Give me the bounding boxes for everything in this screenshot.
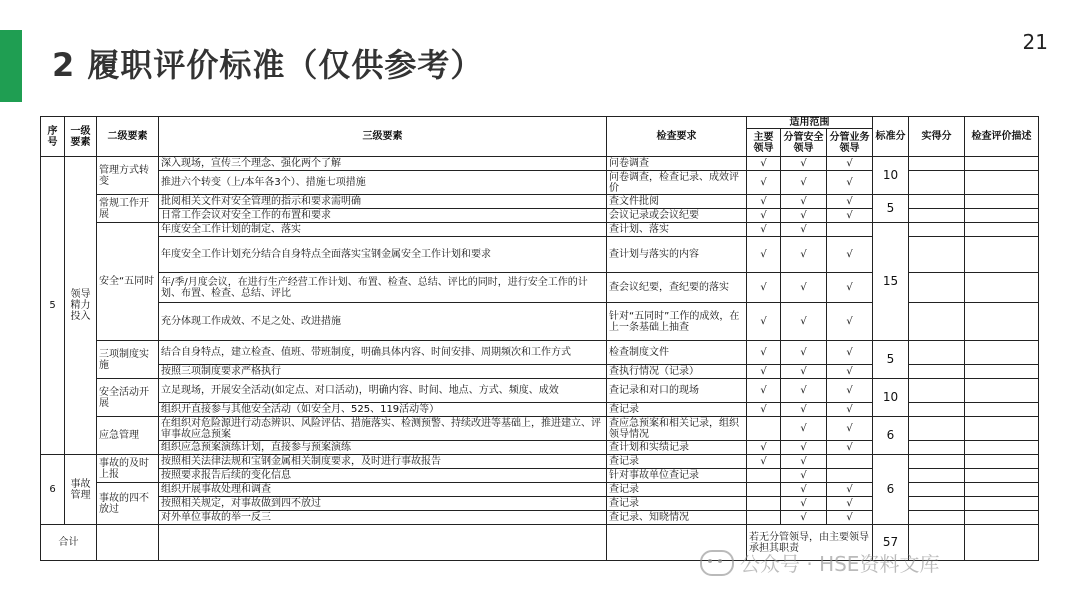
scope-business-cell: √ bbox=[827, 379, 873, 403]
level3-cell: 结合自身特点，建立检查、值班、带班制度，明确具体内容、时间安排、周期频次和工作方式 bbox=[159, 341, 607, 365]
scope-main-cell: √ bbox=[747, 455, 781, 469]
check-cell: 查文件批阅 bbox=[607, 195, 747, 209]
header-scope: 适用范围 bbox=[747, 117, 873, 129]
header-scope-business: 分管业务领导 bbox=[827, 129, 873, 157]
level2-cell: 三项制度实施 bbox=[97, 341, 159, 379]
page-title: 2 履职评价标准（仅供参考） bbox=[52, 46, 484, 84]
scope-safety-cell: √ bbox=[781, 365, 827, 379]
standard-score-cell: 6 bbox=[873, 455, 909, 525]
scope-business-cell: √ bbox=[827, 209, 873, 223]
watermark bbox=[700, 548, 939, 577]
actual-score-cell bbox=[909, 209, 965, 223]
scope-safety-cell: √ bbox=[781, 469, 827, 483]
scope-main-cell: √ bbox=[747, 157, 781, 171]
actual-score-cell bbox=[909, 455, 965, 469]
header-level2: 二级要素 bbox=[97, 117, 159, 157]
check-cell: 检查制度文件 bbox=[607, 341, 747, 365]
scope-safety-cell: √ bbox=[781, 441, 827, 455]
table-row bbox=[41, 417, 1039, 441]
actual-score-cell bbox=[909, 497, 965, 511]
scope-business-cell: √ bbox=[827, 273, 873, 303]
check-cell: 针对“五同时”工作的成效，在上一条基础上抽查 bbox=[607, 303, 747, 341]
level1-cell: 事故管理 bbox=[65, 455, 97, 525]
scope-business-cell: √ bbox=[827, 511, 873, 525]
evaluation-table-wrapper bbox=[40, 116, 1038, 561]
scope-main-cell: √ bbox=[747, 209, 781, 223]
scope-safety-cell: √ bbox=[781, 403, 827, 417]
table-row bbox=[41, 455, 1039, 469]
level3-cell: 对外单位事故的举一反三 bbox=[159, 511, 607, 525]
actual-score-cell bbox=[909, 223, 965, 237]
scope-main-cell bbox=[747, 469, 781, 483]
evaluation-description-cell bbox=[965, 209, 1039, 223]
level3-cell: 组织应急预案演练计划，直接参与预案演练 bbox=[159, 441, 607, 455]
table-row bbox=[41, 379, 1039, 403]
actual-score-cell bbox=[909, 195, 965, 209]
scope-safety-cell: √ bbox=[781, 157, 827, 171]
standard-score-cell: 15 bbox=[873, 223, 909, 341]
scope-business-cell: √ bbox=[827, 403, 873, 417]
total-empty-cell bbox=[159, 525, 607, 561]
scope-business-cell bbox=[827, 455, 873, 469]
scope-business-cell: √ bbox=[827, 157, 873, 171]
table-row bbox=[41, 195, 1039, 209]
scope-business-cell bbox=[827, 469, 873, 483]
table-row bbox=[41, 157, 1039, 171]
header-check-requirement: 检查要求 bbox=[607, 117, 747, 157]
scope-business-cell: √ bbox=[827, 483, 873, 497]
check-cell: 查记录 bbox=[607, 455, 747, 469]
table-row bbox=[41, 223, 1039, 237]
actual-score-cell bbox=[909, 469, 965, 483]
total-note: 若无分管领导，由主要领导承担其职责 bbox=[747, 525, 873, 561]
standard-score-cell: 10 bbox=[873, 157, 909, 195]
level2-cell: 事故的四不放过 bbox=[97, 483, 159, 525]
evaluation-description-cell bbox=[965, 441, 1039, 455]
actual-score-cell bbox=[909, 237, 965, 273]
check-cell: 查计划和实绩记录 bbox=[607, 441, 747, 455]
scope-safety-cell: √ bbox=[781, 497, 827, 511]
evaluation-table bbox=[40, 116, 1039, 561]
check-cell: 查记录 bbox=[607, 483, 747, 497]
evaluation-description-cell bbox=[965, 511, 1039, 525]
scope-safety-cell: √ bbox=[781, 273, 827, 303]
scope-main-cell: √ bbox=[747, 223, 781, 237]
scope-safety-cell: √ bbox=[781, 195, 827, 209]
check-cell: 查记录和对口的现场 bbox=[607, 379, 747, 403]
evaluation-description-cell bbox=[965, 417, 1039, 441]
check-cell: 查计划与落实的内容 bbox=[607, 237, 747, 273]
level2-cell: 安全“五同时 bbox=[97, 223, 159, 341]
header-standard-score: 标准分 bbox=[873, 117, 909, 157]
scope-safety-cell: √ bbox=[781, 379, 827, 403]
actual-score-cell bbox=[909, 303, 965, 341]
scope-safety-cell: √ bbox=[781, 455, 827, 469]
level3-cell: 组织开直接参与其他安全活动（如安全月、525、119活动等） bbox=[159, 403, 607, 417]
evaluation-description-cell bbox=[965, 303, 1039, 341]
actual-score-cell bbox=[909, 511, 965, 525]
scope-business-cell bbox=[827, 223, 873, 237]
level3-cell: 深入现场，宣传三个理念、强化两个了解 bbox=[159, 157, 607, 171]
scope-safety-cell: √ bbox=[781, 511, 827, 525]
scope-main-cell bbox=[747, 483, 781, 497]
actual-score-cell bbox=[909, 273, 965, 303]
total-label: 合计 bbox=[41, 525, 97, 561]
watermark-text: 公众号 · HSE资料文库 bbox=[740, 552, 940, 576]
scope-safety-cell: √ bbox=[781, 223, 827, 237]
check-cell: 查记录、知晓情况 bbox=[607, 511, 747, 525]
level3-cell: 推进六个转变（上/本年各3个）、措施七项措施 bbox=[159, 171, 607, 195]
scope-main-cell: √ bbox=[747, 195, 781, 209]
scope-business-cell: √ bbox=[827, 341, 873, 365]
scope-safety-cell: √ bbox=[781, 171, 827, 195]
standard-score-cell: 6 bbox=[873, 417, 909, 455]
header-scope-main: 主要领导 bbox=[747, 129, 781, 157]
level3-cell: 年/季/月度会议，在进行生产经营工作计划、布置、检查、总结、评比的同时，进行安全工作的计划、布置、检查、总结、评比 bbox=[159, 273, 607, 303]
evaluation-description-cell bbox=[965, 341, 1039, 365]
level3-cell: 组织开展事故处理和调查 bbox=[159, 483, 607, 497]
seq-cell: 5 bbox=[41, 157, 65, 455]
scope-safety-cell: √ bbox=[781, 417, 827, 441]
total-description-cell bbox=[965, 525, 1039, 561]
check-cell: 查应急预案和相关记录，组织领导情况 bbox=[607, 417, 747, 441]
standard-score-cell: 10 bbox=[873, 379, 909, 417]
header-level1: 一级要素 bbox=[65, 117, 97, 157]
scope-business-cell: √ bbox=[827, 237, 873, 273]
scope-safety-cell: √ bbox=[781, 237, 827, 273]
scope-main-cell: √ bbox=[747, 171, 781, 195]
scope-business-cell: √ bbox=[827, 171, 873, 195]
header-actual-score: 实得分 bbox=[909, 117, 965, 157]
evaluation-description-cell bbox=[965, 379, 1039, 403]
scope-safety-cell: √ bbox=[781, 303, 827, 341]
evaluation-description-cell bbox=[965, 195, 1039, 209]
evaluation-description-cell bbox=[965, 469, 1039, 483]
scope-safety-cell: √ bbox=[781, 209, 827, 223]
actual-score-cell bbox=[909, 341, 965, 365]
scope-business-cell: √ bbox=[827, 441, 873, 455]
check-cell: 问卷调查，检查记录、成效评价 bbox=[607, 171, 747, 195]
evaluation-description-cell bbox=[965, 365, 1039, 379]
level3-cell: 年度安全工作计划的制定、落实 bbox=[159, 223, 607, 237]
scope-safety-cell: √ bbox=[781, 483, 827, 497]
level3-cell: 按照相关规定，对事故做到四不放过 bbox=[159, 497, 607, 511]
level3-cell: 年度安全工作计划充分结合自身特点全面落实宝钢金属安全工作计划和要求 bbox=[159, 237, 607, 273]
level2-cell: 安全活动开展 bbox=[97, 379, 159, 417]
scope-main-cell: √ bbox=[747, 365, 781, 379]
total-score: 57 bbox=[873, 525, 909, 561]
scope-main-cell: √ bbox=[747, 273, 781, 303]
level3-cell: 批阅相关文件对安全管理的指示和要求需明确 bbox=[159, 195, 607, 209]
evaluation-description-cell bbox=[965, 273, 1039, 303]
accent-bar bbox=[0, 30, 22, 102]
scope-main-cell: √ bbox=[747, 441, 781, 455]
scope-business-cell: √ bbox=[827, 303, 873, 341]
evaluation-description-cell bbox=[965, 237, 1039, 273]
check-cell: 查会议纪要，查纪要的落实 bbox=[607, 273, 747, 303]
evaluation-description-cell bbox=[965, 455, 1039, 469]
level3-cell: 在组织对危险源进行动态辨识、风险评估、措施落实、检测预警、持续改进等基础上，推进建立、评审事故应急预案 bbox=[159, 417, 607, 441]
scope-main-cell bbox=[747, 497, 781, 511]
actual-score-cell bbox=[909, 379, 965, 403]
scope-business-cell: √ bbox=[827, 417, 873, 441]
level3-cell: 充分体现工作成效、不足之处、改进措施 bbox=[159, 303, 607, 341]
level2-cell: 常规工作开展 bbox=[97, 195, 159, 223]
evaluation-description-cell bbox=[965, 403, 1039, 417]
level3-cell: 按照相关法律法规和宝钢金属相关制度要求，及时进行事故报告 bbox=[159, 455, 607, 469]
scope-main-cell bbox=[747, 511, 781, 525]
level3-cell: 按照要求报告后续的变化信息 bbox=[159, 469, 607, 483]
check-cell: 查记录 bbox=[607, 497, 747, 511]
evaluation-description-cell bbox=[965, 171, 1039, 195]
check-cell: 查计划、落实 bbox=[607, 223, 747, 237]
check-cell: 问卷调查 bbox=[607, 157, 747, 171]
seq-cell: 6 bbox=[41, 455, 65, 525]
scope-business-cell: √ bbox=[827, 497, 873, 511]
scope-safety-cell: √ bbox=[781, 341, 827, 365]
actual-score-cell bbox=[909, 365, 965, 379]
level1-cell: 领导精力投入 bbox=[65, 157, 97, 455]
scope-main-cell: √ bbox=[747, 303, 781, 341]
actual-score-cell bbox=[909, 171, 965, 195]
level3-cell: 立足现场，开展安全活动(如定点、对口活动)，明确内容、时间、地点、方式、频度、成效 bbox=[159, 379, 607, 403]
header-scope-safety: 分管安全领导 bbox=[781, 129, 827, 157]
evaluation-description-cell bbox=[965, 223, 1039, 237]
standard-score-cell: 5 bbox=[873, 341, 909, 379]
scope-main-cell: √ bbox=[747, 403, 781, 417]
check-cell: 查执行情况（记录） bbox=[607, 365, 747, 379]
level3-cell: 日常工作会议对安全工作的布置和要求 bbox=[159, 209, 607, 223]
header-seq: 序号 bbox=[41, 117, 65, 157]
actual-score-cell bbox=[909, 417, 965, 441]
wechat-icon bbox=[700, 550, 734, 576]
evaluation-description-cell bbox=[965, 157, 1039, 171]
scope-main-cell: √ bbox=[747, 341, 781, 365]
header-evaluation-description: 检查评价描述 bbox=[965, 117, 1039, 157]
page-number: 21 bbox=[1022, 30, 1048, 54]
actual-score-cell bbox=[909, 157, 965, 171]
standard-score-cell: 5 bbox=[873, 195, 909, 223]
scope-business-cell: √ bbox=[827, 195, 873, 209]
scope-main-cell: √ bbox=[747, 379, 781, 403]
table-row bbox=[41, 341, 1039, 365]
scope-main-cell bbox=[747, 417, 781, 441]
evaluation-description-cell bbox=[965, 497, 1039, 511]
scope-main-cell: √ bbox=[747, 237, 781, 273]
level2-cell: 管理方式转变 bbox=[97, 157, 159, 195]
total-empty-cell bbox=[97, 525, 159, 561]
level2-cell: 应急管理 bbox=[97, 417, 159, 455]
check-cell: 针对事故单位查记录 bbox=[607, 469, 747, 483]
evaluation-description-cell bbox=[965, 483, 1039, 497]
check-cell: 查记录 bbox=[607, 403, 747, 417]
actual-score-cell bbox=[909, 403, 965, 417]
header-level3: 三级要素 bbox=[159, 117, 607, 157]
level3-cell: 按照三项制度要求严格执行 bbox=[159, 365, 607, 379]
check-cell: 会议记录或会议纪要 bbox=[607, 209, 747, 223]
actual-score-cell bbox=[909, 441, 965, 455]
level2-cell: 事故的及时上报 bbox=[97, 455, 159, 483]
actual-score-cell bbox=[909, 483, 965, 497]
scope-business-cell: √ bbox=[827, 365, 873, 379]
